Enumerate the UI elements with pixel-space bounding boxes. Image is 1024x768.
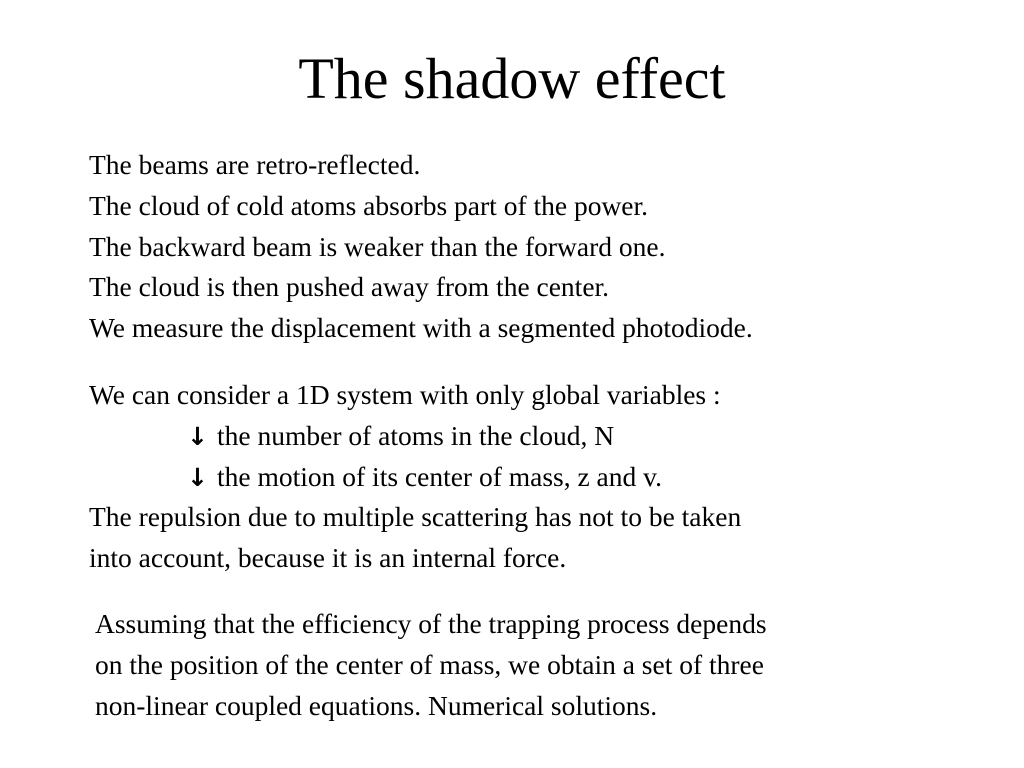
text-line: The cloud of cold atoms absorbs part of the power. bbox=[89, 189, 649, 221]
text-line: We can consider a 1D system with only global variables : bbox=[89, 379, 721, 410]
bullet-text: the number of atoms in the cloud, N bbox=[217, 419, 615, 451]
text-line: The cloud is then pushed away from the center. bbox=[89, 271, 610, 303]
slide-title: The shadow effect bbox=[298, 46, 726, 111]
text-line: The repulsion due to multiple scattering has not to be taken bbox=[89, 501, 742, 533]
text-block-model bbox=[89, 375, 741, 579]
text-line: The backward beam is weaker than the forward one. bbox=[89, 230, 666, 262]
text-line: into account, because it is an internal force. bbox=[89, 542, 567, 574]
text-line: The beams are retro-reflected. bbox=[89, 149, 421, 180]
text-block-conclusion bbox=[95, 604, 767, 726]
bullet-item bbox=[89, 416, 741, 457]
text-line: non-linear coupled equations. Numerical solutions. bbox=[95, 689, 658, 721]
bullet-item bbox=[89, 457, 741, 498]
text-line: Assuming that the efficiency of the trapping process depends bbox=[95, 608, 767, 639]
down-arrow-icon: ↓ bbox=[187, 421, 208, 451]
text-line: on the position of the center of mass, we obtain a set of three bbox=[95, 648, 764, 680]
bullet-text: the motion of its center of mass, z and v. bbox=[217, 460, 662, 492]
down-arrow-icon: ↓ bbox=[187, 462, 208, 492]
text-block-observations bbox=[89, 145, 753, 349]
text-line: We measure the displacement with a segmented photodiode. bbox=[89, 312, 753, 344]
